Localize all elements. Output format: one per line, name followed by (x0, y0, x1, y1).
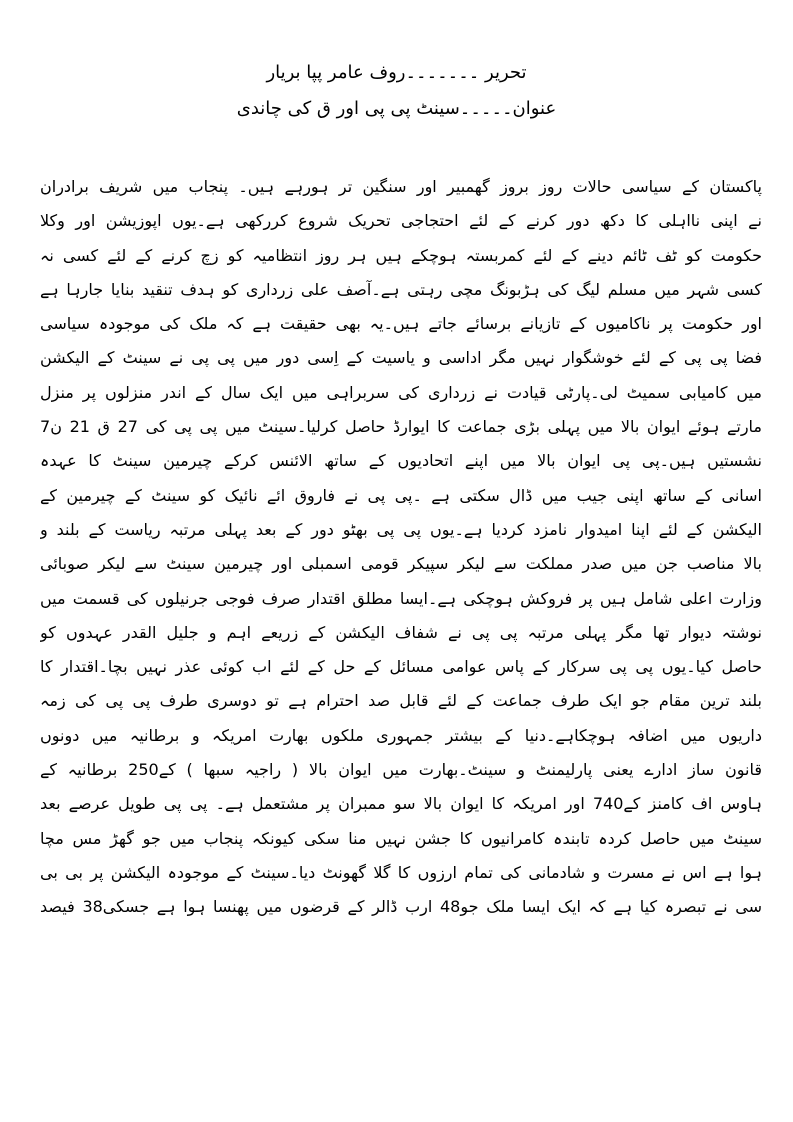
body-line: مارتے ہوئے ایوان بالا میں پہلی بڑی جماعت کا ایوارڈ حاصل کرلیا۔سینٹ میں پی پی کی 27 ق 21 ن7 (40, 417, 762, 437)
body-line: سینٹ میں حاصل کردہ تابندہ کامرانیوں کا جشن نہیں منا سکی کیونکہ پنجاب میں جو گھڑ مس مچا (40, 828, 762, 848)
body-line: بالا مناصب جن میں صدر مملکت سے لیکر سپیکر قومی اسمبلی اور چیرمین سینٹ سے لیکر صوبائی (40, 554, 762, 574)
body-line: وزارت اعلی شامل ہیں پر فروکش ہوچکی ہے۔ایسا مطلق اقتدار صرف فوجی جرنیلوں کی قسمت میں (40, 588, 762, 608)
body-line: داریوں میں اضافہ ہوچکاہے۔دنیا کے بیشتر جمہوری ملکوں بھارت امریکہ و برطانیہ میں دونوں (40, 725, 762, 745)
body-line: الیکشن کے لئے اپنا امیدوار نامزد کردیا ہے۔یوں پی پی بھٹو دور کے بعد پہلی مرتبہ ریاست کے بلند و (40, 519, 762, 539)
body-line: اور حکومت پر ناکامیوں کے تازیانے برسائے جاتے ہیں۔یہ بھی حقیقت ہے کہ ملک کی موجودہ سیاسی (40, 314, 762, 334)
body-line: نشستیں ہیں۔پی پی ایوان بالا میں اپنے اتحادیوں کے ساتھ الائنس کرکے چیرمین سینٹ کا عہدہ (40, 451, 762, 471)
body-line: قانون ساز ادارے یعنی پارلیمنٹ و سینٹ۔بھارت میں ایوان بالا ( راجیہ سبھا ) کے250 برطانیہ کے (40, 760, 762, 780)
article-body (40, 170, 762, 925)
body-line: ہاوس اف کامنز کے740 اور امریکہ کا ایوان بالا سو ممبران پر مشتعمل ہے۔ پی پی طویل عرصے بعد (40, 794, 762, 814)
body-line: اسانی کے ساتھ اپنی جیب میں ڈال سکتی ہے ۔پی پی نے فاروق ائے نائیک کو سینٹ کے چیرمین کے (40, 485, 762, 505)
article-title: عنوان۔۔۔۔۔سینٹ پی پی اور ق کی چاندی (236, 98, 557, 119)
body-line: کسی شہر میں مسلم لیگ کی ہڑبونگ مچی رہتی ہے۔آصف علی زرداری کو ہدف تنقید بنایا جارہا ہے (40, 279, 762, 299)
body-line: نوشتہ دیوار تھا مگر پہلی مرتبہ پی پی نے شفاف الیکشن کے زریعے اہم و جلیل القدر عہدوں کو (40, 622, 762, 642)
body-line: سی نے تبصرہ کیا ہے کہ ایک ایسا ملک جو48 ارب ڈالر کے قرضوں میں پھنسا ہوا ہے جسکی38 فیصد (40, 897, 762, 917)
body-line: فضا پی پی کے لئے خوشگوار نہیں مگر اداسی و یاسیت کے اِسی دور میں پی پی نے سینٹ کے الیکشن (40, 348, 762, 368)
body-line: حکومت کو ٹف ٹائم دینے کے لئے کمربستہ ہوچکے ہیں ہر روز انتظامیہ کو زچ کرنے کے لئے کسی نہ (40, 245, 762, 265)
body-line: میں کامیابی سمیٹ لی۔پارٹی قیادت نے زرداری کی سربراہی میں ایک سال کے اندر منزلوں پر منزل (40, 382, 762, 402)
body-line: پاکستان کے سیاسی حالات روز بروز گھمبیر اور سنگین تر ہورہے ہیں۔ پنجاب میں شریف برادران (40, 177, 762, 196)
body-line: بلند ترین مقام جو ایک طرف جماعت کے لئے قابل صد احترام ہے تو دوسری طرف پی پی کی زمہ (40, 691, 762, 711)
body-line: ہوا ہے اس نے مسرت و شادمانی کی تمام ارزوں کا گلا گھونٹ دیا۔سینٹ کے موجودہ الیکشن پر بی بی (40, 862, 762, 882)
body-line: حاصل کیا۔یوں پی پی سرکار کے پاس عوامی مسائل کے حل کے لئے اب کوئی عذر نہیں بچا۔اقتدار کا (40, 657, 762, 677)
author-line: تحریر ۔۔۔۔۔۔۔روف عامر پپا بریار (266, 62, 527, 83)
body-line: نے اپنی نااہلی کا دکھ دور کرنے کے لئے احتجاجی تحریک شروع کررکھی ہے۔یوں اپوزیشن اور وکلا (40, 211, 762, 231)
